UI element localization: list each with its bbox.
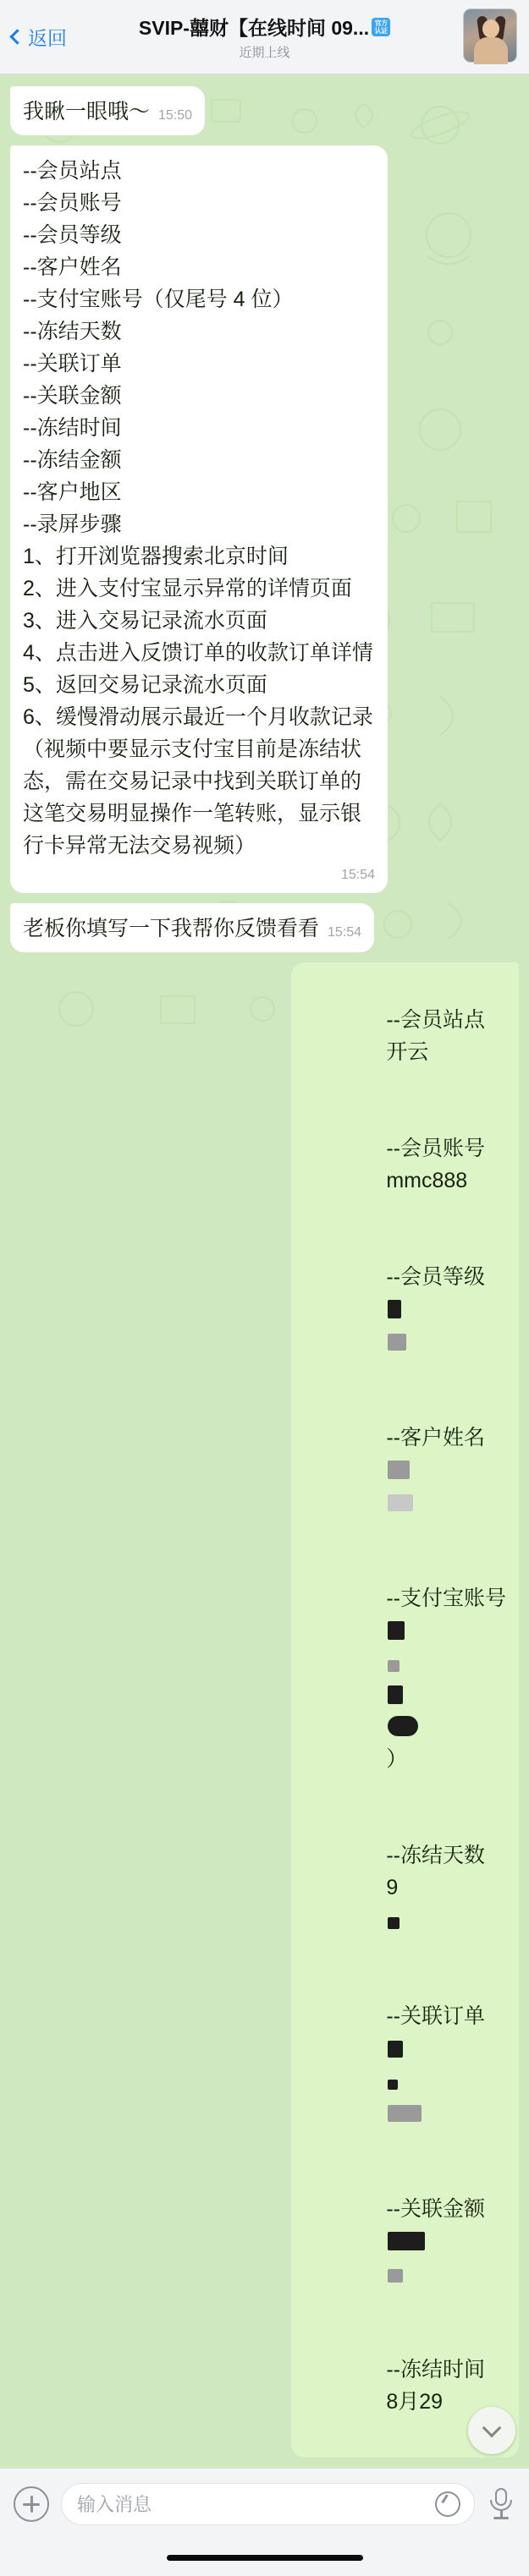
microphone-icon[interactable] (487, 2486, 515, 2522)
scroll-to-bottom-button[interactable] (468, 2407, 515, 2454)
avatar-shape (474, 37, 508, 64)
message-line: --会员等级 (23, 223, 122, 247)
message-text-lines (304, 972, 506, 2450)
message-list[interactable] (0, 74, 529, 2468)
avatar-shape (482, 19, 499, 38)
form-line (304, 1100, 506, 1229)
form-line (304, 1807, 506, 1968)
redaction-block (388, 2041, 403, 2058)
message-line: --客户姓名 (23, 255, 122, 279)
header-subtitle: 近期上线 (239, 46, 290, 60)
chevron-down-icon (482, 2419, 502, 2438)
message-scroll-container[interactable] (0, 74, 529, 2468)
header-title-block[interactable] (125, 13, 405, 61)
emoji-icon[interactable] (435, 2491, 460, 2517)
redaction-block (388, 1300, 401, 1318)
redaction-block (388, 1917, 400, 1929)
form-line (304, 1968, 506, 2161)
form-label: --客户姓名 (386, 1426, 485, 1450)
message-line: 5、返回交易记录流水页面 (23, 673, 267, 697)
chat-header (0, 0, 529, 74)
home-indicator-area (0, 2539, 529, 2576)
message-line: --冻结金额 (23, 448, 122, 472)
redaction-block (388, 2080, 398, 2090)
form-label: --关联订单 (386, 2004, 485, 2029)
redaction-block (388, 2105, 422, 2122)
redaction-block (388, 2269, 403, 2283)
message-row (10, 903, 519, 952)
form-label: --关联金额 (386, 2197, 485, 2222)
message-timestamp: 15:54 (340, 868, 375, 882)
back-button[interactable] (12, 23, 93, 51)
message-text: 老板你填写一下我帮你反馈看看 (23, 917, 320, 941)
message-row (10, 145, 519, 893)
redaction-block (388, 1461, 410, 1479)
form-label: --冻结天数 (386, 1844, 485, 1868)
redaction-block (388, 1716, 418, 1736)
avatar[interactable] (463, 8, 517, 63)
message-input-field[interactable] (61, 2483, 475, 2525)
page-title: SVIP-囍财【在线时间 09... (138, 17, 370, 39)
redaction-block (388, 1334, 406, 1351)
message-bubble-incoming[interactable] (10, 903, 374, 952)
message-line: --关联订单 (23, 352, 122, 375)
verified-badge-icon: 官方认证 (372, 18, 390, 36)
form-line (304, 1229, 506, 1389)
redaction-block (388, 1685, 403, 1704)
message-line: --冻结天数 (23, 320, 122, 343)
form-label: --会员站点 (386, 1008, 485, 1033)
form-label: --会员等级 (386, 1265, 485, 1290)
microphone-shape (490, 2500, 512, 2511)
message-timestamp: 15:50 (158, 107, 193, 123)
message-line: --关联金额 (23, 384, 122, 408)
message-input-placeholder: 输入消息 (77, 2494, 152, 2516)
message-line: --冻结时间 (23, 416, 122, 440)
form-value: 9 (386, 1876, 399, 1900)
message-text: 我瞅一眼哦～ (23, 100, 151, 123)
message-line: 1、打开浏览器搜索北京时间 (23, 545, 289, 568)
message-line: 6、缓慢滑动展示最近一个月收款记录（视频中要显示支付宝目前是冻结状态，需在交易记录中找到关联订单的这笔交易明显操作一笔转账，显示银行卡异常无法交易视频） (23, 705, 373, 858)
form-label: --会员账号 (386, 1137, 485, 1161)
form-value: 开云 (386, 1040, 429, 1065)
message-text-lines (23, 155, 375, 862)
form-label: --支付宝账号 (386, 1587, 506, 1611)
message-bubble-incoming[interactable] (10, 145, 388, 893)
form-label: --冻结时间 (386, 2358, 485, 2382)
message-line: --客户地区 (23, 480, 122, 504)
redaction-block (388, 1621, 405, 1640)
microphone-shape (493, 2517, 509, 2519)
message-line: --录屏步骤 (23, 512, 122, 536)
home-indicator[interactable] (167, 2555, 363, 2561)
message-line: 3、进入交易记录流水页面 (23, 609, 267, 633)
form-value: ） (386, 1747, 408, 1772)
form-value: 8月29 (386, 2390, 444, 2414)
back-button-label: 返回 (28, 27, 67, 49)
plus-icon[interactable] (14, 2486, 49, 2522)
message-line: 2、进入支付宝显示异常的详情页面 (23, 577, 352, 600)
redaction-block (388, 1494, 413, 1511)
message-bubble-incoming[interactable] (10, 86, 205, 135)
form-line (304, 1389, 506, 1550)
form-line (304, 972, 506, 1100)
message-input-bar (0, 2468, 529, 2539)
message-line: 4、点击进入反馈订单的收款订单详情 (23, 641, 373, 665)
message-line: --会员账号 (23, 191, 122, 215)
form-line (304, 2161, 506, 2321)
message-row (10, 86, 519, 135)
message-row (10, 962, 519, 2458)
chevron-left-icon (9, 29, 25, 44)
form-value: mmc888 (386, 1169, 468, 1193)
message-bubble-outgoing[interactable] (291, 962, 519, 2458)
form-line (304, 1550, 506, 1807)
message-timestamp: 15:54 (328, 925, 362, 940)
message-line: --会员站点 (23, 159, 122, 183)
redaction-block (388, 2232, 425, 2250)
message-line: --支付宝账号（仅尾号 4 位） (23, 288, 294, 311)
redaction-block (388, 1660, 400, 1672)
